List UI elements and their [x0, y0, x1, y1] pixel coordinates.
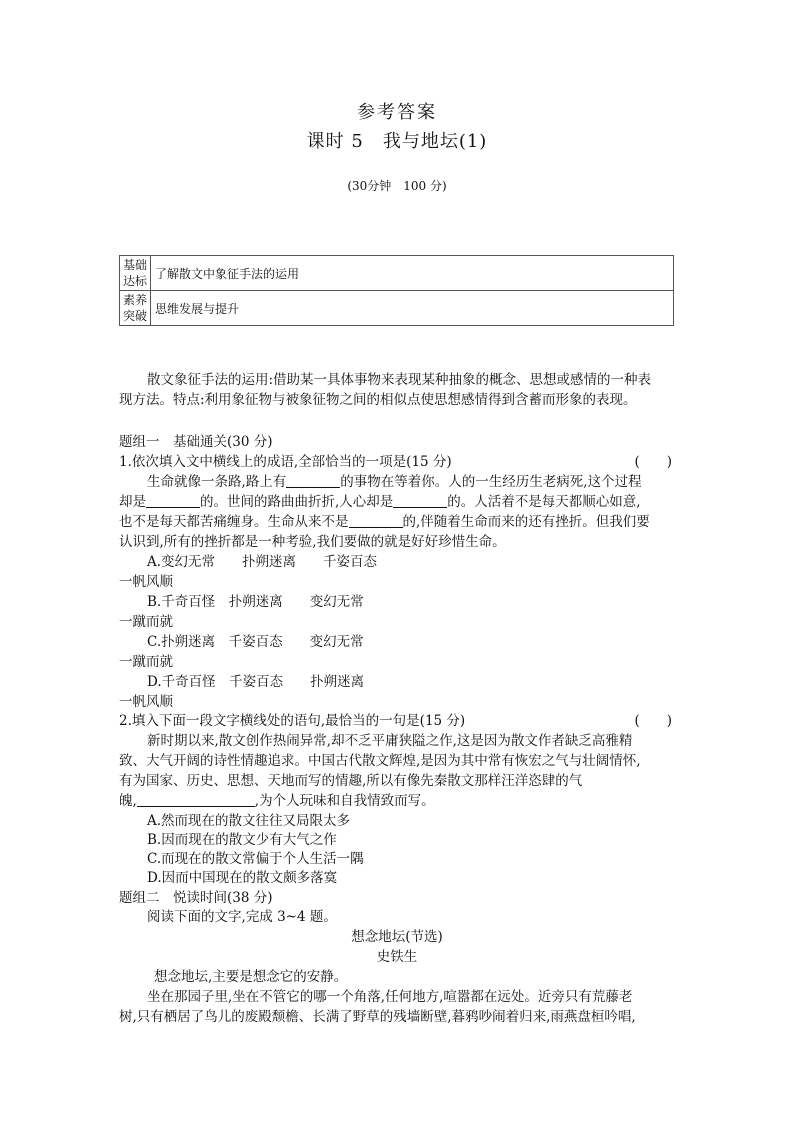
fill-blank	[137, 792, 255, 807]
passage-text: 的,伴随着生命而来的还有挫折。但我们要	[402, 514, 650, 530]
option-d: D.因而中国现在的散文颇多落寞	[147, 870, 338, 886]
time-score-info: (30分钟 100 分)	[347, 179, 447, 193]
passage-text: 的事物在等着你。人的一生经历生老病死,这个过程	[340, 474, 642, 490]
article-paragraph: 想念地坛,主要是想念它的安静。	[154, 969, 348, 985]
passage-line: 有为国家、历史、思想、天地而写的情趣,所以有像先秦散文那样汪洋恣肆的气	[119, 773, 583, 789]
goal-content: 了解散文中象征手法的运用	[151, 256, 674, 291]
intro-line: 散文象征手法的运用:借助某一具体事物来表现某种抽象的概念、思想或感情的一种表	[147, 372, 652, 388]
passage-line	[119, 789, 679, 809]
passage-line: 致、大气开阔的诗性情趣追求。中国古代散文辉煌,是因为其中常有恢宏之气与壮阔情怀,	[119, 753, 641, 769]
fill-blank	[146, 493, 200, 508]
option-c: C.而现在的散文常偏于个人生活一隅	[147, 851, 364, 867]
option-a: A.然而现在的散文往往又局限太多	[147, 813, 351, 829]
reading-instruction: 阅读下面的文字,完成 3~4 题。	[147, 909, 337, 925]
goal-row	[120, 291, 674, 326]
option-b-wrap: 一蹴而就	[119, 614, 173, 630]
passage-text: 的。人活着不是每天都顺心如意,	[447, 494, 641, 510]
option-c: C.扑朔迷离 千姿百态 变幻无常	[147, 634, 364, 650]
passage-line	[147, 470, 707, 490]
group-title: 题组一 基础通关(30 分)	[119, 434, 273, 450]
passage-text: ,为个人玩味和自我情致而写。	[254, 793, 435, 809]
passage-line: 新时期以来,散文创作热闹异常,却不乏平庸狭隘之作,这是因为散文作者缺乏高雅精	[147, 733, 633, 749]
passage-text: 魄,	[119, 793, 137, 809]
option-c-wrap: 一蹴而就	[119, 654, 173, 670]
lesson-title: 课时 5 我与地坛(1)	[306, 131, 488, 152]
goal-category: 基础达标	[120, 256, 151, 291]
learning-goals-table	[119, 255, 674, 326]
option-d: D.千奇百怪 千姿百态 扑朔迷离	[147, 674, 365, 690]
article-paragraph: 树,只有栖居了鸟儿的废殿颓檐、长满了野草的残墙断壁,暮鸦吵闹着归来,雨燕盘桓吟唱,	[119, 1009, 636, 1025]
option-b: B.千奇百怪 扑朔迷离 变幻无常	[147, 594, 364, 610]
fill-blank	[349, 513, 403, 528]
passage-line	[119, 490, 679, 510]
option-a: A.变幻无常 扑朔迷离 千姿百态	[147, 554, 378, 570]
passage-line: 认识到,所有的挫折都是一种考验,我们要做的就是好好珍惜生命。	[119, 534, 506, 550]
passage-text: 却是	[119, 494, 146, 510]
question-stem: 1.依次填入文中横线上的成语,全部恰当的一项是(15 分)	[119, 454, 452, 470]
goal-category: 素养突破	[120, 291, 151, 326]
article-title: 想念地坛(节选)	[351, 929, 443, 945]
answer-bracket: ( )	[634, 454, 672, 470]
fill-blank	[393, 493, 447, 508]
passage-text: 也不是每天都苦痛缠身。生命从来不是	[119, 514, 349, 530]
option-b: B.因而现在的散文少有大气之作	[147, 832, 337, 848]
passage-text: 生命就像一条路,路上有	[147, 474, 287, 490]
fill-blank	[286, 473, 340, 488]
question-stem: 2.填入下面一段文字横线处的语句,最恰当的一句是(15 分)	[119, 713, 466, 729]
group-title: 题组二 悦读时间(38 分)	[119, 890, 273, 906]
option-a-wrap: 一帆风顺	[119, 574, 173, 590]
intro-line: 现方法。特点:利用象征物与被象征物之间的相似点使思想感情得到含蓄而形象的表现。	[119, 392, 637, 408]
article-paragraph: 坐在那园子里,坐在不管它的哪一个角落,任何地方,喧嚣都在远处。近旁只有荒藤老	[147, 989, 633, 1005]
page-title: 参考答案	[357, 102, 437, 123]
answer-bracket: ( )	[634, 713, 672, 729]
goal-row	[120, 256, 674, 291]
passage-line	[119, 510, 679, 530]
passage-text: 的。世间的路曲曲折折,人心却是	[200, 494, 394, 510]
article-author: 史铁生	[376, 949, 418, 965]
goal-content: 思维发展与提升	[151, 291, 674, 326]
option-d-wrap: 一帆风顺	[119, 694, 173, 710]
